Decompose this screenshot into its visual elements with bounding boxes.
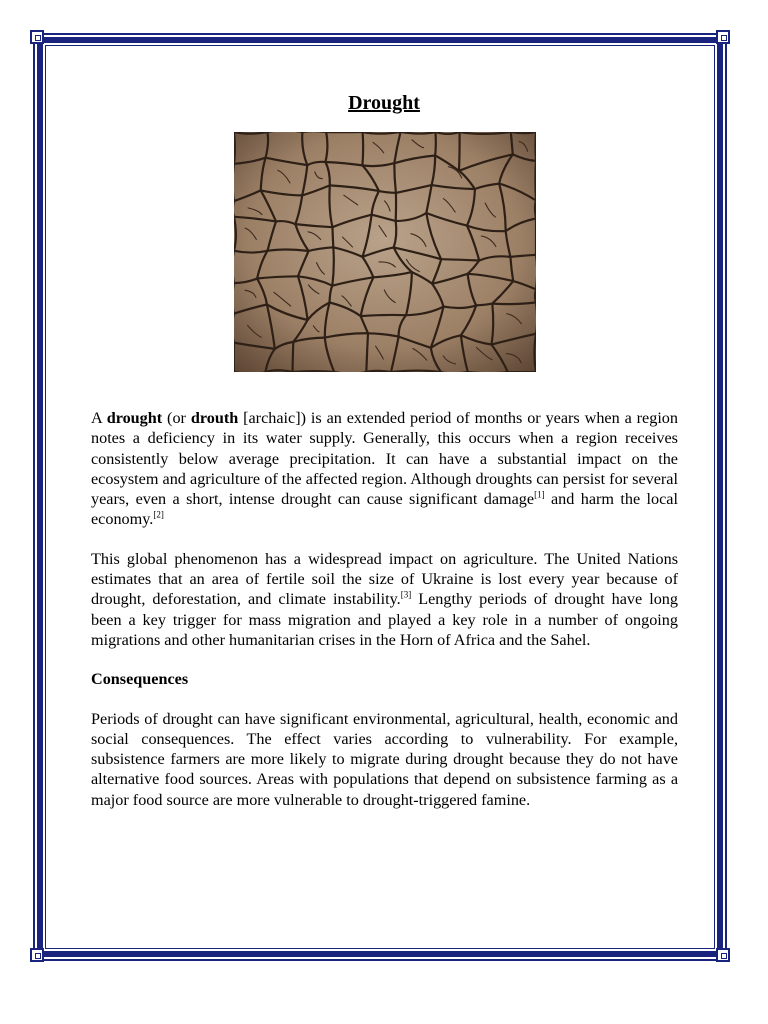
- crack-line: [333, 227, 334, 247]
- border-corner-ornament: [716, 948, 730, 962]
- paragraph-definition: [91, 408, 678, 530]
- article-body: [91, 408, 678, 829]
- crack-line: [366, 371, 391, 372]
- text: Lengthy periods of drought have long been a key trigger for mass migration and played a key role in a number of ongoing migrations and other humanitarian crises in the Horn of Africa and the Sahel.: [91, 590, 678, 649]
- bold-term: drought: [106, 409, 163, 427]
- crack-line: [536, 132, 537, 161]
- border-corner-ornament: [30, 948, 44, 962]
- crack-line: [435, 132, 436, 156]
- bold-term: drouth: [190, 409, 239, 427]
- paragraph-consequences: Periods of drought can have significant environmental, agricultural, health, economic and social consequences. The effect varies according to vulnerability. For example, subsistence farmers are more likely to migrate during drought because they do not have alternative food sources. Areas with populations that depend on subsistence farming as a major food source are more vulnerable to drought-triggered famine.: [91, 709, 678, 809]
- text: and harm the local economy.: [91, 490, 678, 529]
- text: (or: [162, 409, 191, 427]
- crack-line: [362, 132, 363, 165]
- text: A: [91, 409, 107, 427]
- drought-cracked-earth-image: [234, 132, 536, 372]
- text: [archaic]) is an extended period of months or years when a region notes a deficiency in its water supply. Generally, this occurs when a region receives consistently below average precipitation. It can have a substantial impact on the ecosystem and agriculture of the affected region. Although droughts can persist for several years, even a short, intense drought can cause significant damage: [91, 409, 678, 509]
- page-title: Drought: [348, 92, 420, 114]
- paragraph-global-impact: [91, 549, 678, 650]
- crack-line: [361, 315, 407, 316]
- section-heading-consequences: Consequences: [91, 670, 189, 689]
- reference-link[interactable]: [1]: [534, 489, 545, 500]
- border-corner-ornament: [716, 30, 730, 44]
- crack-line: [293, 371, 335, 372]
- border-corner-ornament: [30, 30, 44, 44]
- crack-line: [293, 342, 294, 372]
- crack-line: [535, 201, 536, 219]
- crack-line: [535, 289, 536, 302]
- crack-line: [511, 132, 536, 133]
- crack-line: [441, 259, 479, 260]
- reference-link[interactable]: [3]: [400, 589, 412, 600]
- crack-line: [535, 161, 536, 201]
- crack-line: [234, 132, 235, 164]
- crack-line: [459, 132, 460, 171]
- reference-link[interactable]: [2]: [153, 510, 164, 521]
- text: This global phenomenon has a widespread impact on agriculture. The United Nations estimates that an area of fertile soil the size of Ukraine is lost every year because of drought, deforestation, and climate instability.: [91, 549, 678, 609]
